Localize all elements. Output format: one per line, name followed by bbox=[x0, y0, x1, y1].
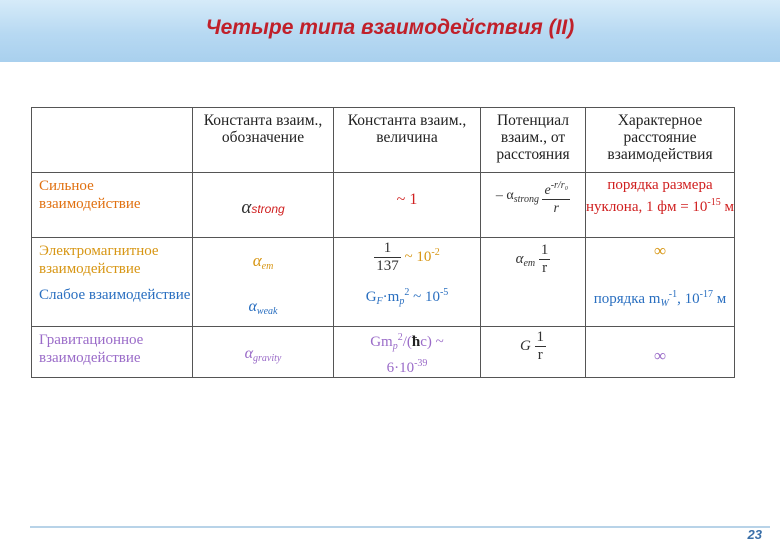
symbol-strong: αstrong bbox=[193, 173, 334, 238]
interactions-table bbox=[31, 107, 734, 376]
distance-weak: порядка $m_W^{-1}$, $10^{-17}$ м bbox=[586, 282, 735, 327]
name-weak: Слабое взаимодействие bbox=[32, 282, 193, 327]
symbol-weak: $\alpha_{weak}$ bbox=[193, 282, 334, 327]
title-bar bbox=[0, 0, 780, 62]
table-row-em bbox=[32, 238, 735, 283]
header-constant-value: Константа взаим., величина bbox=[334, 108, 481, 173]
symbol-em: $\alpha_{em}$ bbox=[193, 238, 334, 283]
table-row-gravity bbox=[32, 327, 735, 378]
value-gravity: $Gm_p^2/(ħc)$ ~ $6\cdot 10^{-39}$ bbox=[334, 327, 481, 378]
symbol-gravity: $\alpha_{gravity}$ bbox=[193, 327, 334, 378]
value-em: $\frac{1}{137}$ ~ $10^{-2}$ bbox=[334, 238, 481, 283]
header-constant-symbol: Константа взаим., обозначение bbox=[193, 108, 334, 173]
page-number: 23 bbox=[747, 527, 762, 542]
slide-title: Четыре типа взаимодействия (II) bbox=[205, 16, 575, 39]
name-em: Электромагнитное взаимодействие bbox=[32, 238, 193, 283]
name-gravity: Гравитационное взаимодействие bbox=[32, 327, 193, 378]
footer-divider bbox=[30, 526, 770, 528]
header-empty bbox=[32, 108, 193, 173]
potential-strong: – $\alpha_{strong}$ $\frac{e^{-r/r_0}}{r}$ bbox=[481, 173, 586, 238]
value-weak: $G_F\cdot m_p^2$ ~ $10^{-5}$ bbox=[334, 282, 481, 327]
potential-weak bbox=[481, 282, 586, 327]
value-strong: ~ 1 bbox=[334, 173, 481, 238]
table-row-weak bbox=[32, 282, 735, 327]
table-row-strong bbox=[32, 173, 735, 238]
distance-gravity: ∞ bbox=[586, 327, 735, 378]
header-distance: Характерное расстояние взаимодействия bbox=[586, 108, 735, 173]
name-strong: Сильное взаимодействие bbox=[32, 173, 193, 238]
distance-strong: порядка размера нуклона, 1 фм = $10^{-15}$ м bbox=[586, 173, 735, 238]
header-potential: Потенциал взаим., от расстояния bbox=[481, 108, 586, 173]
table-header-row bbox=[32, 108, 735, 173]
distance-em: ∞ bbox=[586, 238, 735, 283]
potential-em: $\alpha_{em}$ $\frac{1}{r}$ bbox=[481, 238, 586, 283]
potential-gravity: G $\frac{1}{r}$ bbox=[481, 327, 586, 378]
